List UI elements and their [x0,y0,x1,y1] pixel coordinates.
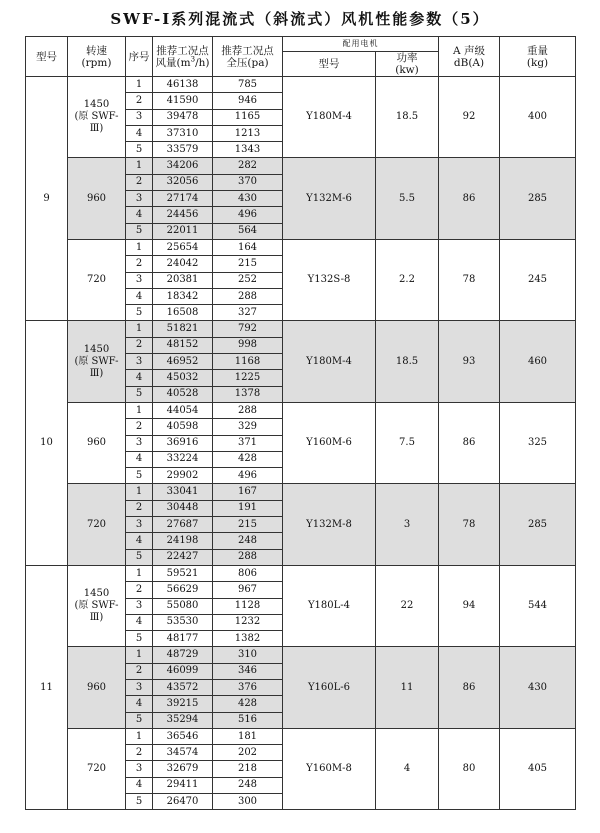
pressure-cell: 806 [213,565,283,581]
motor-model-cell: Y180L-4 [283,565,376,646]
speed-line: Ⅲ) [89,123,104,135]
seq-cell: 3 [126,354,153,370]
speed-line: 720 [86,763,107,775]
flow-cell: 20381 [153,272,213,288]
weight-cell: 460 [500,321,576,402]
header-noise-unit: dB(A) [453,56,485,69]
pressure-cell: 327 [213,305,283,321]
noise-cell: 78 [439,484,500,565]
flow-cell: 48152 [153,337,213,353]
pressure-cell: 1378 [213,386,283,402]
seq-cell: 5 [126,468,153,484]
speed-line: (原 SWF- [74,355,119,367]
header-power-label: 功率 [396,52,418,64]
weight-cell: 325 [500,402,576,483]
flow-cell: 40598 [153,419,213,435]
flow-cell: 18342 [153,288,213,304]
power-cell: 18.5 [376,77,439,158]
motor-model-cell: Y132M-6 [283,158,376,239]
table-row [26,484,576,500]
speed-cell [68,239,126,320]
pressure-cell: 1232 [213,614,283,630]
seq-cell: 2 [126,500,153,516]
table-row [26,647,576,663]
pressure-cell: 1225 [213,370,283,386]
speed-cell [68,158,126,239]
pressure-cell: 167 [213,484,283,500]
pressure-cell: 310 [213,647,283,663]
noise-cell: 78 [439,239,500,320]
power-cell: 7.5 [376,402,439,483]
flow-cell: 29902 [153,468,213,484]
table-row [26,565,576,581]
noise-cell: 94 [439,565,500,646]
table-row [26,77,576,93]
pressure-cell: 946 [213,93,283,109]
noise-cell: 86 [439,647,500,728]
header-speed [68,37,126,77]
seq-cell: 4 [126,370,153,386]
power-cell: 11 [376,647,439,728]
flow-cell: 46952 [153,354,213,370]
header-flow [153,37,213,77]
speed-cell [68,484,126,565]
pressure-cell: 248 [213,777,283,793]
seq-cell: 3 [126,761,153,777]
header-weight-unit: (kg) [526,56,549,69]
page-title: SWF-Ⅰ系列混流式（斜流式）风机性能参数（5） [110,10,490,28]
noise-cell: 86 [439,402,500,483]
pressure-cell: 181 [213,728,283,744]
flow-cell: 33041 [153,484,213,500]
pressure-cell: 288 [213,549,283,565]
model-cell: 11 [26,565,68,809]
speed-cell [68,321,126,402]
noise-cell: 80 [439,728,500,809]
pressure-cell: 252 [213,272,283,288]
flow-cell: 53530 [153,614,213,630]
seq-cell: 4 [126,533,153,549]
speed-cell [68,77,126,158]
flow-cell: 41590 [153,93,213,109]
pressure-cell: 282 [213,158,283,174]
pressure-cell: 1382 [213,631,283,647]
weight-cell: 245 [500,239,576,320]
table-row [26,239,576,255]
flow-cell: 30448 [153,500,213,516]
flow-cell: 39478 [153,109,213,125]
header-motor-group: 配用电机 [283,37,439,52]
seq-cell: 2 [126,93,153,109]
pressure-cell: 215 [213,256,283,272]
seq-cell: 5 [126,549,153,565]
seq-cell: 4 [126,614,153,630]
seq-cell: 2 [126,337,153,353]
speed-cell [68,402,126,483]
pressure-cell: 346 [213,663,283,679]
seq-cell: 1 [126,321,153,337]
speed-cell [68,565,126,646]
flow-cell: 55080 [153,598,213,614]
weight-cell: 285 [500,484,576,565]
flow-cell: 37310 [153,125,213,141]
seq-cell: 1 [126,239,153,255]
power-cell: 3 [376,484,439,565]
seq-cell: 3 [126,517,153,533]
seq-cell: 3 [126,679,153,695]
motor-model-cell: Y160M-6 [283,402,376,483]
header-pressure [213,37,283,77]
pressure-cell: 288 [213,288,283,304]
header-model: 型号 [26,37,68,77]
flow-cell: 26470 [153,794,213,810]
speed-line: 720 [86,518,107,530]
pressure-cell: 430 [213,191,283,207]
table-row [26,321,576,337]
seq-cell: 5 [126,223,153,239]
pressure-cell: 248 [213,533,283,549]
flow-cell: 29411 [153,777,213,793]
pressure-cell: 300 [213,794,283,810]
pressure-cell: 1168 [213,354,283,370]
flow-cell: 36916 [153,435,213,451]
motor-model-cell: Y132M-8 [283,484,376,565]
seq-cell: 5 [126,631,153,647]
weight-cell: 285 [500,158,576,239]
pressure-cell: 202 [213,745,283,761]
flow-cell: 56629 [153,582,213,598]
pressure-cell: 967 [213,582,283,598]
seq-cell: 2 [126,582,153,598]
header-noise [439,37,500,77]
motor-model-cell: Y180M-4 [283,77,376,158]
seq-cell: 4 [126,777,153,793]
seq-cell: 1 [126,728,153,744]
pressure-cell: 785 [213,77,283,93]
flow-cell: 36546 [153,728,213,744]
flow-cell: 48177 [153,631,213,647]
speed-line: 1450 [83,588,110,600]
seq-cell: 2 [126,419,153,435]
model-cell: 9 [26,77,68,321]
pressure-cell: 370 [213,174,283,190]
seq-cell: 2 [126,174,153,190]
pressure-cell: 1213 [213,125,283,141]
pressure-cell: 329 [213,419,283,435]
flow-cell: 32679 [153,761,213,777]
seq-cell: 5 [126,305,153,321]
speed-line: (原 SWF- [74,111,119,123]
noise-cell: 93 [439,321,500,402]
table-row [26,158,576,174]
header-weight-label: 重量 [527,44,548,57]
pressure-cell: 218 [213,761,283,777]
pressure-cell: 164 [213,239,283,255]
header-speed-unit: (rpm) [81,56,112,69]
flow-cell: 44054 [153,402,213,418]
seq-cell: 1 [126,647,153,663]
flow-cell: 40528 [153,386,213,402]
pressure-cell: 1165 [213,109,283,125]
seq-cell: 5 [126,142,153,158]
flow-cell: 16508 [153,305,213,321]
pressure-cell: 792 [213,321,283,337]
flow-cell: 35294 [153,712,213,728]
speed-line: (原 SWF- [74,600,119,612]
pressure-cell: 1343 [213,142,283,158]
flow-cell: 33224 [153,451,213,467]
model-cell: 10 [26,321,68,565]
flow-cell: 33579 [153,142,213,158]
seq-cell: 3 [126,191,153,207]
seq-cell: 3 [126,598,153,614]
pressure-cell: 371 [213,435,283,451]
seq-cell: 3 [126,272,153,288]
flow-cell: 45032 [153,370,213,386]
pressure-cell: 496 [213,468,283,484]
flow-cell: 22011 [153,223,213,239]
flow-cell: 27687 [153,517,213,533]
pressure-cell: 376 [213,679,283,695]
power-cell: 18.5 [376,321,439,402]
seq-cell: 5 [126,794,153,810]
seq-cell: 1 [126,565,153,581]
flow-cell: 43572 [153,679,213,695]
seq-cell: 1 [126,158,153,174]
pressure-cell: 288 [213,402,283,418]
flow-cell: 24456 [153,207,213,223]
seq-cell: 1 [126,77,153,93]
flow-cell: 46138 [153,77,213,93]
noise-cell: 92 [439,77,500,158]
pressure-cell: 215 [213,517,283,533]
speed-line: 1450 [83,343,110,355]
motor-model-cell: Y160M-8 [283,728,376,809]
power-cell: 5.5 [376,158,439,239]
seq-cell: 3 [126,109,153,125]
pressure-cell: 564 [213,223,283,239]
flow-cell: 27174 [153,191,213,207]
flow-cell: 51821 [153,321,213,337]
table-header [26,37,576,77]
header-flow-label: 推荐工况点 [156,44,209,57]
header-power [376,52,439,77]
seq-cell: 5 [126,386,153,402]
speed-line: Ⅲ) [89,367,104,379]
seq-cell: 2 [126,745,153,761]
table-row [26,402,576,418]
speed-cell [68,728,126,809]
seq-cell: 2 [126,663,153,679]
power-cell: 4 [376,728,439,809]
seq-cell: 3 [126,435,153,451]
weight-cell: 405 [500,728,576,809]
flow-cell: 34574 [153,745,213,761]
flow-cell: 25654 [153,239,213,255]
speed-line: 960 [86,192,107,204]
power-cell: 2.2 [376,239,439,320]
speed-line: 960 [86,681,107,693]
power-cell: 22 [376,565,439,646]
seq-cell: 4 [126,696,153,712]
header-speed-label: 转速 [86,44,107,57]
weight-cell: 544 [500,565,576,646]
header-seq: 序号 [126,37,153,77]
flow-cell: 39215 [153,696,213,712]
pressure-cell: 428 [213,451,283,467]
seq-cell: 5 [126,712,153,728]
seq-cell: 1 [126,484,153,500]
speed-cell [68,647,126,728]
speed-line: 720 [86,274,107,286]
weight-cell: 400 [500,77,576,158]
motor-model-cell: Y160L-6 [283,647,376,728]
flow-cell: 32056 [153,174,213,190]
speed-line: Ⅲ) [89,612,104,624]
seq-cell: 4 [126,207,153,223]
table-row [26,728,576,744]
pressure-cell: 1128 [213,598,283,614]
weight-cell: 430 [500,647,576,728]
seq-cell: 1 [126,402,153,418]
speed-line: 960 [86,437,107,449]
header-noise-label: A 声级 [453,44,485,57]
header-pressure-label: 推荐工况点 [221,44,274,57]
flow-cell: 24042 [153,256,213,272]
table-body [26,77,576,810]
header-pressure-unit: 全压(pa) [226,56,269,69]
speed-line: 1450 [83,99,110,111]
header-weight [500,37,576,77]
header-motor-model: 型号 [283,52,376,77]
noise-cell: 86 [439,158,500,239]
seq-cell: 4 [126,451,153,467]
seq-cell: 4 [126,125,153,141]
flow-cell: 22427 [153,549,213,565]
pressure-cell: 428 [213,696,283,712]
pressure-cell: 496 [213,207,283,223]
pressure-cell: 191 [213,500,283,516]
motor-model-cell: Y180M-4 [283,321,376,402]
flow-cell: 59521 [153,565,213,581]
seq-cell: 2 [126,256,153,272]
header-flow-unit: 风量$(m^3/h)$ [155,55,210,69]
pressure-cell: 516 [213,712,283,728]
motor-model-cell: Y132S-8 [283,239,376,320]
flow-cell: 46099 [153,663,213,679]
performance-table [25,36,576,810]
seq-cell: 4 [126,288,153,304]
pressure-cell: 998 [213,337,283,353]
flow-cell: 48729 [153,647,213,663]
flow-cell: 24198 [153,533,213,549]
header-power-unit: (kw) [395,64,419,76]
flow-cell: 34206 [153,158,213,174]
